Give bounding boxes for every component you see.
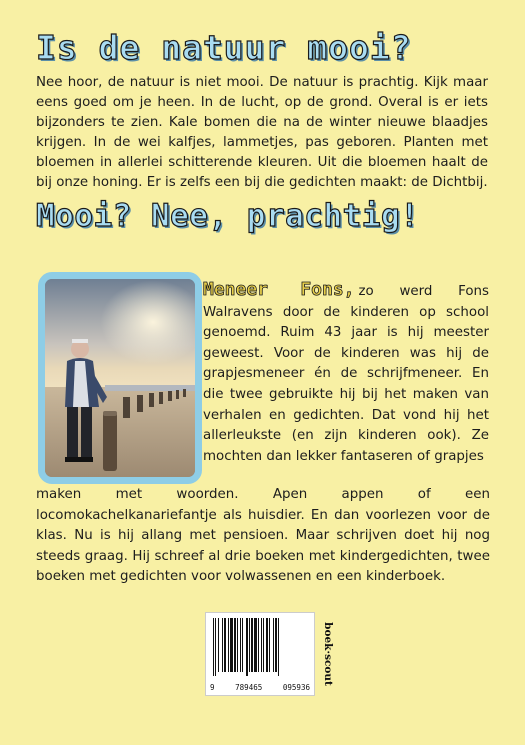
barcode-bar	[258, 618, 259, 672]
barcode-bar	[278, 618, 279, 676]
barcode-bar	[215, 618, 216, 676]
barcode-bar	[242, 618, 243, 672]
author-photo	[38, 272, 202, 484]
author-name: Meneer Fons,	[203, 279, 355, 300]
barcode-bar	[263, 618, 264, 672]
publisher-logo	[321, 618, 335, 690]
barcode-bar	[224, 618, 226, 672]
barcode-bar	[269, 618, 270, 672]
barcode-bar	[218, 618, 219, 672]
barcode-bar	[266, 618, 268, 672]
author-bio-continued: maken met woorden. Apen appen of een locomokachelkanariefantje als huisdier. En dan voorlezen voor de klas. Nu is hij allang met pensioen. Maar schrijven doet hij nog steeds graag. Hij schreef al drie boeken met kindergedichten, twee boeken met gedichten voor volwassenen en een kinderboek.	[36, 487, 490, 585]
barcode-bars	[211, 618, 309, 676]
isbn-barcode	[205, 612, 315, 696]
barcode-bar	[240, 618, 241, 672]
isbn-first-digit: 9	[210, 683, 215, 692]
headline-answer: Mooi? Nee, prachtig!	[36, 198, 420, 234]
barcode-bar	[213, 618, 214, 676]
barcode-bar	[230, 618, 233, 672]
barcode-bar	[222, 618, 223, 672]
publisher-name: boek·scout	[322, 622, 334, 686]
barcode-bar	[275, 618, 277, 672]
headline-question: Is de natuur mooi?	[36, 28, 412, 67]
barcode-bar	[246, 618, 248, 676]
barcode-bar	[237, 618, 238, 672]
beach-photo-illustration	[45, 279, 195, 477]
author-bio-lead-text: zo werd Fons Walravens door de kinderen op school genoemd. Ruim 43 jaar is hij meester geweest. Voor de kinderen was hij de grapjesmeneer én de schrijfmeneer. En die twee gebruikte hij bij het maken van verhalen en gedichten. Dat vond hij het allerleukste (en zijn kinderen ook). Ze mochten dan lekker fantaseren of grapjes	[203, 284, 490, 464]
barcode-bar	[261, 618, 262, 672]
isbn-left-group: 789465	[235, 683, 263, 692]
barcode-bar	[273, 618, 274, 672]
barcode-bar	[249, 618, 250, 672]
barcode-bar	[254, 618, 257, 672]
isbn-right-group: 095936	[282, 683, 310, 692]
intro-paragraph: Nee hoor, de natuur is niet mooi. De natuur is prachtig. Kijk maar eens goed om je heen. In de lucht, op de grond. Overal is er iets bijzonders te zien. Kale bomen die na de winter nieuwe blaadjes krijgen. In de wei kalfjes, lammetjes, pas geboren. Planten met bloemen in allerlei schitterende kleuren. Uit die bloemen haalt de bij onze honing. Er is zelfs een bij die gedichten maakt: de Dichtbij.	[36, 75, 488, 190]
barcode-bar	[228, 618, 229, 672]
isbn-number	[210, 683, 310, 692]
barcode-bar	[234, 618, 236, 672]
barcode-bar	[251, 618, 253, 672]
author-bio-lead	[203, 280, 489, 467]
